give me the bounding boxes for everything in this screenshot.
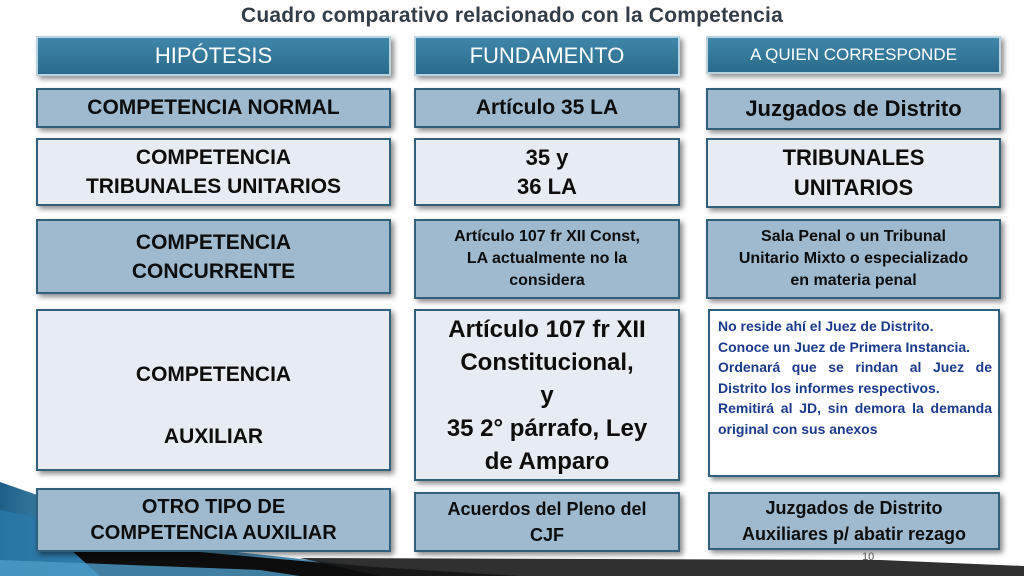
text-line: Auxiliares p/ abatir rezago (741, 524, 967, 544)
note-paragraph: Conoce un Juez de Primera Instancia. (718, 338, 971, 355)
header-fundamento-label: FUNDAMENTO (469, 43, 625, 68)
text-line: Constitucional, (460, 348, 634, 376)
row2-corresponde (706, 138, 1001, 208)
text-line: COMPETENCIA (135, 146, 292, 169)
note-paragraph: Remitirá al JD, sin demora la demanda original con sus anexos (718, 400, 992, 437)
row3-hipotesis (36, 219, 391, 294)
row4-hipotesis (36, 309, 391, 471)
text-line: OTRO TIPO DE (141, 496, 286, 518)
text-line: y (540, 381, 554, 409)
text-line: CONCURRENTE (131, 259, 296, 283)
row4-corresponde (708, 309, 1000, 477)
text-line: Artículo 107 fr XII (448, 315, 646, 343)
text-line: 35 y (525, 145, 569, 170)
row2-fundamento (414, 138, 680, 206)
text-line: AUXILIAR (163, 424, 264, 448)
text-line: COMPETENCIA AUXILIAR (90, 522, 337, 544)
header-corresponde-label: A QUIEN CORRESPONDE (750, 45, 957, 64)
text-line: COMPETENCIA NORMAL (87, 96, 340, 119)
text-line: 36 LA (517, 174, 577, 199)
text-line: TRIBUNALES UNITARIOS (85, 175, 342, 198)
text-line: 35 2° párrafo, Ley (446, 414, 648, 442)
text-line: Sala Penal o un Tribunal (761, 228, 946, 245)
row5-hipotesis (36, 488, 391, 552)
row1-fundamento (414, 88, 680, 128)
text-line: Acuerdos del Pleno del (447, 499, 647, 519)
row2-hipotesis (36, 138, 391, 206)
text-line: Unitario Mixto o especializado (738, 250, 969, 267)
row5-corresponde (708, 492, 1000, 550)
text-line: COMPETENCIA (135, 230, 292, 254)
page-title: Cuadro comparativo relacionado con la Competencia (241, 4, 783, 27)
text-line: Juzgados de Distrito (745, 96, 962, 121)
note-paragraph: Ordenará que se rindan al Juez de Distrito los informes respectivos. (718, 359, 992, 396)
text-line: Juzgados de Distrito (765, 498, 943, 518)
text-line: Artículo 107 fr XII Const, (454, 228, 640, 245)
text-line: UNITARIOS (793, 175, 914, 200)
header-fundamento (414, 36, 680, 76)
header-corresponde (706, 36, 1001, 74)
row1-corresponde (706, 88, 1001, 130)
text-line: de Amparo (484, 447, 610, 475)
text-line: considera (509, 272, 585, 289)
row4-fundamento (414, 309, 680, 481)
page-number: 10 (862, 551, 875, 563)
note-paragraph: No reside ahí el Juez de Distrito. (718, 318, 934, 334)
row5-fundamento (414, 492, 680, 552)
row1-hipotesis (36, 88, 391, 128)
text-line: Artículo 35 LA (475, 96, 619, 119)
text-line: LA actualmente no la (466, 250, 628, 267)
text-line: COMPETENCIA (135, 362, 292, 386)
header-hipotesis-label: HIPÓTESIS (154, 43, 273, 68)
text-line: TRIBUNALES (782, 145, 925, 170)
header-hipotesis (36, 36, 391, 76)
text-line: en materia penal (790, 272, 917, 289)
row3-fundamento (414, 219, 680, 299)
row3-corresponde (706, 219, 1001, 299)
text-line: CJF (529, 525, 564, 545)
